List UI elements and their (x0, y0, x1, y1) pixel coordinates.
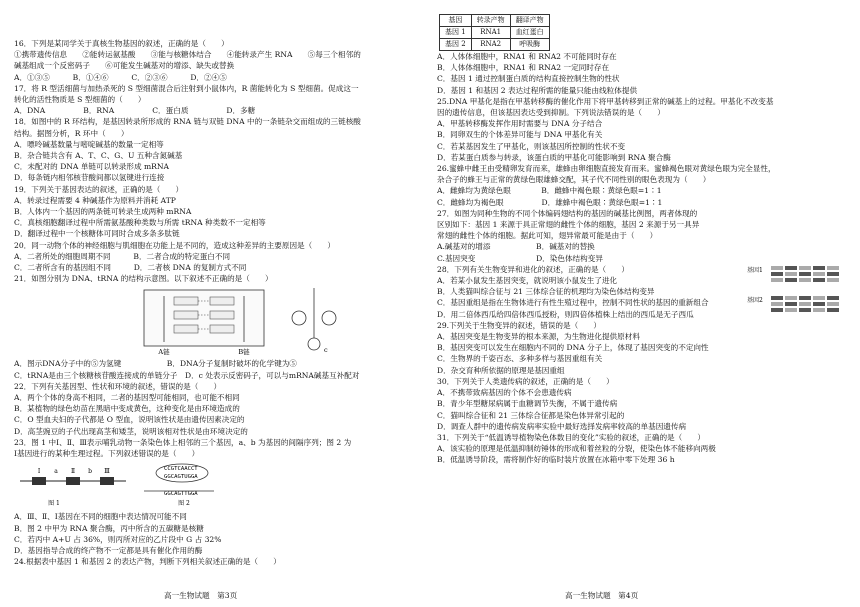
question-block-21-23 (14, 358, 422, 459)
figure-1-label: 图 1 (48, 500, 60, 508)
text-line: C．生物界的千姿百态、多种多样与基因重组有关 (437, 354, 603, 364)
text-line: A．转录过程需要 4 种碱基作为原料并消耗 ATP (14, 195, 176, 205)
base-pair-block (771, 278, 783, 282)
base-pair-block (813, 272, 825, 276)
spacer-a-label: a (54, 468, 58, 476)
text-line: A．甲基转移酶发挥作用时需要与 DNA 分子结合 (437, 119, 603, 129)
base-pair-block (813, 296, 825, 300)
text-line: 24.根据表中基因 1 和基因 2 的表达产物，判断下列相关叙述正确的是（ ） (14, 557, 281, 567)
text-line: C．基因 1 通过控制蛋白质的结构直接控制生物的性状 (437, 74, 620, 84)
text-line: A．该实验的原理是低温抑制纺锤体的形成和着丝粒的分裂，使染色体不能移向两极 (437, 444, 716, 454)
table-cell: 基因 2 (440, 39, 472, 51)
text-line: B．基因突变可以发生在细胞内不同的 DNA 分子上，体现了基因突变的不定向性 (437, 343, 709, 353)
text-line: B．图 2 中甲为 RNA 聚合酶，丙中所含的五碳糖是核糖 (14, 523, 204, 533)
text-line: 结构。据图分析，R 环中（ ） (14, 128, 129, 138)
text-line: 26.蜜蜂中雌王由受精卵发育而来，雄蜂由卵细胞直接发育而来。蜜蜂褐色眼对黄绿色眼为完全显性， (437, 164, 776, 174)
base-pair-block (799, 308, 811, 312)
base-pair-block (827, 302, 839, 306)
text-line: C．若某基因发生了甲基化，则该基因所控制的性状不变 (437, 141, 626, 151)
base-pair-block (813, 266, 825, 270)
dna-bottom-sequence: GGCAGTTGGA (164, 491, 198, 498)
text-line: B．杂合链共含有 A、T、C、G、U 五种含氮碱基 (14, 151, 183, 161)
base-pair-block (771, 266, 783, 270)
table-row (440, 27, 550, 39)
left-page (14, 0, 422, 607)
text-line: C.基因突变 D．染色体结构变异 (437, 253, 603, 263)
dna-top-sequence: CCGTCAACCT (164, 466, 198, 473)
base-pair-block (771, 302, 783, 306)
text-line: A．二者所处的细胞周期不同 B．二者合成的特定蛋白不同 (14, 251, 231, 261)
question-block-24-31 (437, 51, 849, 466)
text-line: C．基因重组是指在生物体进行有性生殖过程中，控制不同性状的基因的重新组合 (437, 298, 709, 308)
text-line: 19．下列关于基因表达的叙述，正确的是（ ） (14, 184, 184, 194)
base-pair-block (799, 272, 811, 276)
text-line: A．不携带致病基因的个体不会患遗传病 (437, 388, 572, 398)
table-header: 基因 (440, 15, 472, 27)
text-line: 17．将 R 型活细菌与加热杀死的 S 型细菌混合后注射到小鼠体内，R 菌能转化为 S 型细菌。促成这一 (14, 83, 359, 93)
question-block-16-21 (14, 38, 422, 284)
text-line: 常翅的雌性个体的细胞。据此可知，翅异常最可能是由于（ ） (437, 231, 658, 241)
base-pair-block (827, 278, 839, 282)
table-cell: RNA1 (471, 27, 510, 39)
text-line: B．人体体细胞中，RNA1 和 RNA2 一定同时存在 (437, 63, 610, 73)
base-pair-block (785, 296, 797, 300)
table-header: 转录产物 (471, 15, 510, 27)
gene-II-label: Ⅱ (70, 468, 76, 476)
base-pair-block (799, 296, 811, 300)
text-line: ①携带遗传信息 ②能转运氨基酸 ③能与核糖体结合 ④能转录产生 RNA ⑤每三个相邻的 (14, 50, 361, 60)
table-header: 翻译产物 (510, 15, 549, 27)
gene-1-label: 基因1 (747, 267, 763, 274)
figure-23 (14, 459, 422, 511)
text-line: B．低温诱导阶段，需将制作好的临时装片放置在冰箱中零下处理 36 h (437, 455, 675, 465)
base-pair-block (785, 308, 797, 312)
text-line: D．基因指导合成的终产物不一定都是具有催化作用的酶 (14, 545, 203, 555)
right-page (437, 0, 849, 607)
base-pair-block (813, 302, 825, 306)
table-cell: 血红蛋白 (510, 27, 549, 39)
text-line: 30．下列关于人类遗传病的叙述，正确的是（ ） (437, 376, 614, 386)
gene-III-label: Ⅲ (104, 468, 110, 476)
base-pair-block (785, 278, 797, 282)
text-line: A．DNA B．RNA C．蛋白质 D．多糖 (14, 106, 256, 116)
text-line: 29.下列关于生物变异的叙述，错误的是（ ） (437, 320, 601, 330)
text-line: D．每条链内相邻核苷酸间都以氢键进行连接 (14, 173, 165, 183)
base-pair-block (799, 266, 811, 270)
anticodon-label: c (324, 346, 328, 355)
text-line: A．图示DNA分子中的⑤为氢键 B．DNA分子复制时破坏的化学键为⑤ (14, 359, 297, 369)
base-pair-block (827, 308, 839, 312)
text-line: 杂合子的蜂王与正常的黄绿色眼雄蜂交配，其子代不同性别的眼色表现为（ ） (437, 175, 711, 185)
base-pair-block (799, 278, 811, 282)
base-pair-block (785, 272, 797, 276)
gene-expression-table (439, 14, 550, 51)
text-line: A．①③⑤ B．①④⑥ C．②③⑥ D．②④⑤ (14, 72, 227, 82)
gene-I-label: Ⅰ (37, 468, 41, 476)
table-cell: RNA2 (471, 39, 510, 51)
text-line: Ⅰ基因进行的某种生理过程。下列叙述错误的是（ ） (14, 449, 200, 459)
base-ratio-figure-27 (745, 262, 845, 326)
question-block-23-24 (14, 511, 422, 567)
page-footer-right: 高一生物试题 第4页 (565, 591, 639, 600)
text-line: D．若某蛋白质参与转录，该蛋白质的甲基化可能影响到 RNA 聚合酶 (437, 152, 671, 162)
text-line: 18．如图中的 R 环结构，是基因转录所形成的 RNA 链与双链 DNA 中的一条链杂交而组成的三链核酸 (14, 117, 361, 127)
text-line: A．两个个体的身高不相同，二者的基因型可能相同，也可能不相同 (14, 393, 240, 403)
b-strand-label: B链 (238, 348, 250, 357)
text-line: D．基因 1 和基因 2 表达过程所需的能量只能由线粒体提供 (437, 85, 638, 95)
gene-2-label: 基因2 (747, 297, 763, 304)
base-pair-block (827, 266, 839, 270)
text-line: A．人体体细胞中，RNA1 和 RNA2 不可能同时存在 (437, 52, 617, 61)
a-strand-label: A链 (158, 348, 170, 357)
text-line: A．雌蜂均为黄绿色眼 B．雌蜂中褐色眼∶黄绿色眼=1∶1 (437, 186, 662, 196)
text-line: 20．同一动物个体的神经细胞与肌细胞在功能上是不同的，造成这种差异的主要原因是（ ） (14, 240, 336, 250)
text-line: 区别如下：基因 1 来源于具正常翅的雌性个体的细胞，基因 2 来源于另一具异 (437, 220, 700, 230)
text-line: C．二者所含有的基因组不同 D．二者核 DNA 的复制方式不同 (14, 263, 247, 273)
figure-21 (14, 284, 422, 358)
text-line: B．同卵双生的个体差异可能与 DNA 甲基化有关 (437, 130, 603, 140)
text-line: 21．如图分别为 DNA、tRNA 的结构示意图。以下叙述不正确的是（ ） (14, 274, 273, 284)
text-line: B．人类猫叫综合征与 21 三体综合征的机理均为染色体结构变异 (437, 287, 655, 297)
table-row (440, 39, 550, 51)
text-line: D．用二倍体西瓜给四倍体西瓜授粉，则四倍体植株上结出的西瓜是无子西瓜 (437, 309, 694, 319)
text-line: C．雌蜂均为褐色眼 D．雄蜂中褐色眼∶黄绿色眼=1∶1 (437, 197, 663, 207)
text-line: C．未配对的 DNA 单链可以转录形成 mRNA (14, 162, 170, 172)
text-line: 28．下列有关生物变异和进化的叙述，正确的是（ ） (437, 264, 629, 274)
table-cell: 基因 1 (440, 27, 472, 39)
text-line: A．基因突变是生物变异的根本来源，为生物进化提供原材料 (437, 332, 640, 342)
gene-transcription-diagram (14, 459, 422, 511)
text-line: D．调查人群中的遗传病发病率实验中最好选择发病率较高的单基因遗传病 (437, 421, 687, 431)
base-pair-block (785, 302, 797, 306)
base-pair-block (813, 278, 825, 282)
text-line: A．嘌呤碱基数量与嘧啶碱基的数量一定相等 (14, 139, 164, 149)
base-pair-block (785, 266, 797, 270)
text-line: B．某植物的绿色幼苗在黑暗中变成黄色，这种变化是由环境造成的 (14, 404, 240, 414)
text-line: 23．图 1 中Ⅰ、Ⅱ、Ⅲ表示哺乳动物一条染色体上相邻的三个基因，a、b 为基因的间隔序列；图 2 为 (14, 437, 352, 447)
text-line: 碱基组成一个反密码子 ⑥可能发生碱基对的增添、缺失或替换 (14, 61, 235, 71)
base-pair-block (827, 296, 839, 300)
base-pair-block (813, 308, 825, 312)
text-line: B．青少年型糖尿病属于血糖调节失衡，不属于遗传病 (437, 399, 618, 409)
text-line: C．猫叫综合征和 21 三体综合征都是染色体异常引起的 (437, 410, 625, 420)
text-line: A．Ⅲ、Ⅱ、Ⅰ基因在不同的细胞中表达情况可能不同 (14, 512, 187, 522)
text-line: D．高茎豌豆的子代出现高茎和矮茎，说明该相对性状是由环境决定的 (14, 426, 248, 436)
page-footer-left: 高一生物试题 第3页 (164, 591, 238, 600)
text-line: B．人体内一个基因的两条链可转录生成两种 mRNA (14, 207, 192, 217)
base-pair-block (771, 308, 783, 312)
text-line: D．杂交育种所依据的原理是基因重组 (437, 365, 565, 375)
base-pair-block (771, 296, 783, 300)
text-line: D．翻译过程中一个核糖体可同时合成多条多肽链 (14, 229, 180, 239)
base-pair-block (771, 272, 783, 276)
base-pair-block (827, 272, 839, 276)
text-line: 22．下列有关基因型、性状和环境的叙述，错误的是（ ） (14, 381, 222, 391)
text-line: 31．下列关于“低温诱导植物染色体数目的变化”实验的叙述，正确的是（ ） (437, 432, 706, 442)
text-line: C．tRNA是由三个核糖核苷酸连接成的单链分子 D．c 处表示反密码子，可以与mRNA碱基互补配对 (14, 370, 360, 380)
text-line: 27．如图为同种生物的不同个体编码翅结构的基因的碱基比例图，两者体现的 (437, 208, 698, 218)
text-line: A．若某小鼠发生基因突变，就说明该小鼠发生了进化 (437, 276, 618, 286)
figure-2-label: 图 2 (178, 500, 190, 508)
text-line: C．若丙中 A+U 占 36%，则丙所对应的乙片段中 G 占 32% (14, 534, 222, 544)
dna-trna-diagram (14, 284, 422, 358)
text-line: C．O 型血夫妇的子代都是 O 型血，说明该性状是由遗传因素决定的 (14, 415, 245, 425)
rna-sequence: GGCAGTUGGA (164, 474, 198, 481)
text-line: 16．下列是某同学关于真核生物基因的叙述，正确的是（ ） (14, 39, 229, 48)
text-line: 25.DNA 甲基化是指在甲基转移酶的催化作用下将甲基转移到正常的碱基上的过程。甲基化不改变基 (437, 96, 774, 106)
text-line: C．真核细胞翻译过程中所需氨基酸种类数与所需 tRNA 种类数不一定相等 (14, 218, 266, 228)
text-line: 转化的活性物质是 S 型细菌的（ ） (14, 95, 146, 105)
text-line: A.碱基对的增添 B．碱基对的替换 (437, 242, 595, 252)
text-line: 因的遗传信息，但该基因表达受到抑制。下列说法错误的是（ ） (437, 108, 665, 118)
spacer-b-label: b (88, 468, 92, 476)
base-pair-block (799, 302, 811, 306)
table-cell: 呼吸酶 (510, 39, 549, 51)
